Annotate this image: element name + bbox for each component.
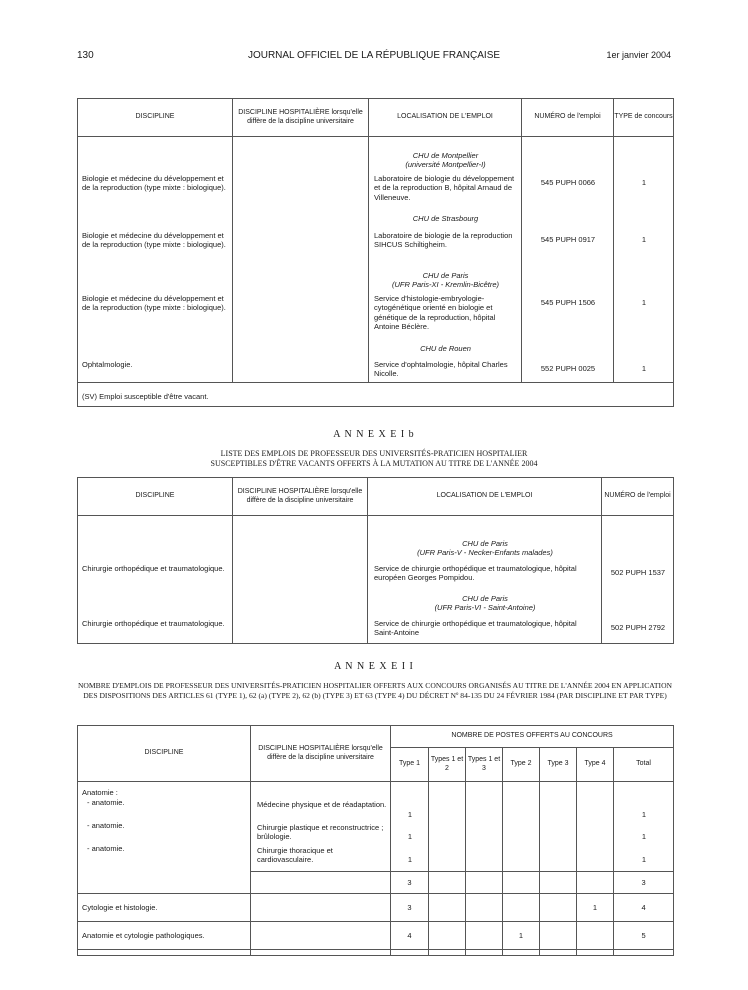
annexe-1b-title: A N N E X E I b xyxy=(333,429,415,440)
journal-title: JOURNAL OFFICIEL DE LA RÉPUBLIQUE FRANÇAISE xyxy=(247,50,501,61)
numero-emploi: 545 PUPH 0917 xyxy=(540,235,596,244)
cell-type1: 4 xyxy=(391,922,429,950)
type-concours: 1 xyxy=(641,298,647,307)
chu-sub-label: (UFR Paris-XI - Kremlin-Bicêtre) xyxy=(391,280,500,289)
chu-label: CHU de Montpellier xyxy=(412,151,479,160)
type-concours: 1 xyxy=(641,178,647,187)
footnote: (SV) Emploi susceptible d'être vacant. xyxy=(82,391,209,401)
table-annexe-2 xyxy=(77,725,674,956)
discipline-title: Anatomie et cytologie pathologiques. xyxy=(78,922,251,950)
table-emplois xyxy=(77,98,674,407)
page-date: 1er janvier 2004 xyxy=(606,50,671,60)
discipline-title: Anatomie : xyxy=(82,788,118,797)
chu-label: CHU de Strasbourg xyxy=(412,214,479,223)
discipline-hosp: Chirurgie thoracique et cardiovasculaire. xyxy=(257,846,333,865)
cell-type1-sum: 3 xyxy=(391,872,429,894)
cell-total: 1 xyxy=(641,832,647,841)
col-header-discipline: DISCIPLINE xyxy=(78,99,233,137)
localisation-text: Service de chirurgie orthopédique et traumatologique, hôpital Saint-Antoine xyxy=(374,619,577,638)
col-header-numero: NUMÉRO de l'emploi xyxy=(522,99,614,137)
col-header-discipline: DISCIPLINE xyxy=(78,478,233,516)
col-header-numero: NUMÉRO de l'emploi xyxy=(602,478,674,516)
localisation-text: Service d'histologie-embryologie-cytogénétique orienté en biologie et génétique de la reproduction, hôpital Antoine Béclère. xyxy=(374,294,496,332)
col-header-discipline-hosp: DISCIPLINE HOSPITALIÈRE lorsqu'elle diffère de la discipline universitaire xyxy=(233,99,369,137)
localisation-text: Laboratoire de biologie de la reproduction SIHCUS Schiltigheim. xyxy=(374,231,513,250)
discipline-sub: - anatomie. xyxy=(87,798,125,807)
chu-sub-label: (UFR Paris-V - Necker-Enfants malades) xyxy=(417,548,553,557)
col-header-total: Total xyxy=(614,748,674,782)
annexe-2-subtitle: NOMBRE D'EMPLOIS DE PROFESSEUR DES UNIVERSITÉS-PRATICIEN HOSPITALIER OFFERTS AUX CONCOURS ORGANISÉS AU TITRE DE L'ANNÉE 2004 EN APPLICATION DES DISPOSITIONS DES ARTICLES 61 (TYPE 1), 62 (a) (TYPE 2), 62 (b) (TYPE 3) ET 63 (TYPE 4) DU DÉCRET Nº 84-135 DU 24 FÉVRIER 1984 (PAR DISCIPLINE ET PAR TYPE) xyxy=(77,681,673,700)
col-header-type: TYPE de concours xyxy=(614,99,674,137)
numero-emploi: 545 PUPH 0066 xyxy=(540,178,596,187)
chu-label: CHU de Paris xyxy=(462,594,508,603)
discipline-title: Cytologie et histologie. xyxy=(78,894,251,922)
cell-total: 5 xyxy=(614,922,674,950)
cell-total: 1 xyxy=(641,810,647,819)
discipline-hosp: Médecine physique et de réadaptation. xyxy=(257,800,387,809)
annexe-1b-subtitle-2: SUSCEPTIBLES D'ÊTRE VACANTS OFFERTS À LA MUTATION AU TITRE DE L'ANNÉE 2004 xyxy=(210,459,538,468)
cell-type1: 1 xyxy=(407,810,413,819)
chu-label: CHU de Rouen xyxy=(420,344,471,353)
col-header-group: NOMBRE DE POSTES OFFERTS AU CONCOURS xyxy=(391,726,674,748)
col-header-type: Type 1 xyxy=(391,748,429,782)
cell-type1: 1 xyxy=(407,832,413,841)
chu-label: CHU de Paris xyxy=(462,539,508,548)
localisation-text: Service de chirurgie orthopédique et traumatologique, hôpital européen Georges Pompidou. xyxy=(374,564,577,583)
page-number: 130 xyxy=(77,50,94,61)
table-row-discipline: Chirurgie orthopédique et traumatologique. xyxy=(82,564,225,573)
cell-type2: 1 xyxy=(503,922,540,950)
col-header-discipline: DISCIPLINE xyxy=(78,726,251,782)
type-concours: 1 xyxy=(641,235,647,244)
col-header-type: Type 4 xyxy=(577,748,614,782)
numero-emploi: 502 PUPH 1537 xyxy=(610,568,666,577)
localisation-text: Service d'ophtalmologie, hôpital Charles Nicolle. xyxy=(374,360,508,379)
col-header-discipline-hosp: DISCIPLINE HOSPITALIÈRE lorsqu'elle diffère de la discipline universitaire xyxy=(251,726,391,782)
discipline-sub: - anatomie. xyxy=(87,844,125,853)
col-header-type: Type 3 xyxy=(540,748,577,782)
chu-sub-label: (université Montpellier-I) xyxy=(405,160,486,169)
numero-emploi: 545 PUPH 1506 xyxy=(540,298,596,307)
cell-type1: 3 xyxy=(391,894,429,922)
col-header-type: Types 1 et 2 xyxy=(429,748,466,782)
col-header-type: Types 1 et 3 xyxy=(466,748,503,782)
table-row-discipline: Biologie et médecine du développement et de la reproduction (type mixte : biologique). xyxy=(82,174,226,193)
cell-type4: 1 xyxy=(577,894,614,922)
discipline-sub: - anatomie. xyxy=(87,821,125,830)
chu-label: CHU de Paris xyxy=(422,271,469,280)
cell-type1: 1 xyxy=(407,855,413,864)
table-row-discipline: Biologie et médecine du développement et de la reproduction (type mixte : biologique). xyxy=(82,231,226,250)
cell-total: 1 xyxy=(641,855,647,864)
table-row-discipline: Ophtalmologie. xyxy=(82,360,133,369)
annexe-1b-subtitle-1: LISTE DES EMPLOIS DE PROFESSEUR DES UNIVERSITÉS-PRATICIEN HOSPITALIER xyxy=(220,449,528,458)
col-header-localisation: LOCALISATION DE L'EMPLOI xyxy=(369,99,522,137)
cell-total-sum: 3 xyxy=(614,872,674,894)
cell-total: 4 xyxy=(614,894,674,922)
localisation-text: Laboratoire de biologie du développement et de la reproduction B, hôpital Arnaud de Villeneuve. xyxy=(374,174,515,202)
col-header-localisation: LOCALISATION DE L'EMPLOI xyxy=(368,478,602,516)
type-concours: 1 xyxy=(641,364,647,373)
chu-sub-label: (UFR Paris-VI - Saint-Antoine) xyxy=(434,603,536,612)
numero-emploi: 552 PUPH 0025 xyxy=(540,364,596,373)
discipline-hosp: Chirurgie plastique et reconstructrice ; brûlologie. xyxy=(257,823,384,842)
annexe-2-title: A N N E X E I I xyxy=(334,661,414,672)
col-header-discipline-hosp: DISCIPLINE HOSPITALIÈRE lorsqu'elle diffère de la discipline universitaire xyxy=(233,478,368,516)
table-row-discipline: Chirurgie orthopédique et traumatologique. xyxy=(82,619,225,628)
table-row-discipline: Biologie et médecine du développement et de la reproduction (type mixte : biologique). xyxy=(82,294,226,313)
col-header-type: Type 2 xyxy=(503,748,540,782)
table-annexe-1b xyxy=(77,477,674,644)
numero-emploi: 502 PUPH 2792 xyxy=(610,623,666,632)
